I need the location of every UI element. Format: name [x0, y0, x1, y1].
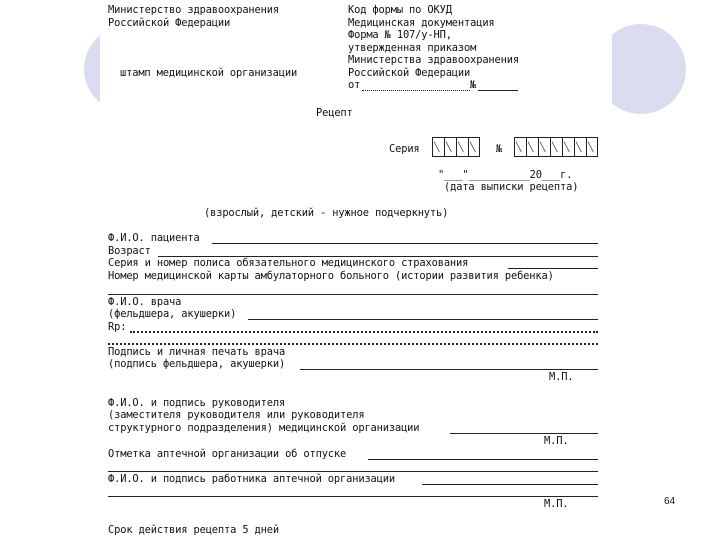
ministry-line2: Российской Федерации — [108, 17, 231, 29]
med-card-line — [108, 294, 598, 295]
pharmacy-worker-label: Ф.И.О. и подпись работника аптечной организации — [108, 473, 395, 485]
number-boxes — [514, 137, 598, 157]
ministry-line1: Министерство здравоохранения — [108, 4, 279, 16]
patient-name-line — [212, 243, 598, 244]
slide-number: 64 — [664, 496, 676, 507]
series-label: Серия — [389, 143, 420, 155]
rp-label: Rp: — [108, 321, 127, 333]
stamp-label: штамп медицинской организации — [120, 67, 298, 79]
federation-ref: Российской Федерации — [348, 67, 471, 79]
med-doc-label: Медицинская документация — [348, 17, 495, 29]
pharmacy-mark-line-2 — [108, 471, 598, 472]
order-number-label: № — [470, 79, 477, 91]
med-card-label: Номер медицинской карты амбулаторного больного (истории развития ребенка) — [108, 270, 554, 282]
series-box — [456, 137, 468, 157]
pharmacy-worker-line-2 — [108, 496, 598, 497]
head-signature-line — [450, 433, 598, 434]
validity-note: Срок действия рецепта 5 дней — [108, 524, 279, 536]
number-box — [586, 137, 598, 157]
okud-code-label: Код формы по ОКУД — [348, 4, 452, 16]
prescription-form — [100, 0, 612, 540]
head-signature-line3: структурного подразделения) медицинской организации — [108, 422, 420, 434]
policy-label: Серия и номер полиса обязательного медицинского страхования — [108, 257, 469, 269]
number-label: № — [496, 143, 503, 155]
doctor-signature-line — [300, 369, 598, 370]
order-date-line — [362, 90, 470, 91]
rp-dotted-line-2 — [108, 343, 598, 345]
stamp-place-2: М.П. — [544, 435, 569, 447]
stamp-place-3: М.П. — [544, 498, 569, 510]
number-box — [538, 137, 550, 157]
order-number-line — [478, 90, 518, 91]
form-title: Рецепт — [316, 107, 353, 119]
doctor-name-label: Ф.И.О. врача — [108, 296, 182, 308]
doctor-signature-sub: (подпись фельдшера, акушерки) — [108, 358, 286, 370]
pharmacy-mark-line-1 — [368, 459, 598, 460]
doctor-signature-label: Подпись и личная печать врача — [108, 346, 286, 358]
pharmacy-mark-label: Отметка аптечной организации об отпуске — [108, 448, 347, 460]
number-box — [562, 137, 574, 157]
number-box — [514, 137, 526, 157]
pharmacy-worker-line-1 — [422, 484, 598, 485]
stamp-place-1: М.П. — [549, 371, 574, 383]
number-box — [526, 137, 538, 157]
doctor-name-sub: (фельдшера, акушерки) — [108, 308, 237, 320]
series-box — [444, 137, 456, 157]
patient-name-label: Ф.И.О. пациента — [108, 232, 200, 244]
age-group-note: (взрослый, детский - нужное подчеркнуть) — [204, 207, 449, 219]
age-label: Возраст — [108, 245, 151, 257]
form-number: Форма № 107/у-НП, — [348, 29, 452, 41]
series-boxes — [432, 137, 480, 157]
head-signature-line2: (заместителя руководителя или руководителя — [108, 409, 365, 421]
ministry-ref: Министерства здравоохранения — [348, 54, 519, 66]
issue-date-line: "___"__________20___г. — [438, 169, 573, 181]
rp-dotted-line-1 — [130, 331, 598, 333]
number-box — [550, 137, 562, 157]
order-date-label: от — [348, 79, 361, 91]
doctor-name-line — [248, 319, 598, 320]
series-box — [468, 137, 480, 157]
series-box — [432, 137, 444, 157]
issue-date-caption: (дата выписки рецепта) — [444, 181, 579, 193]
approved-by: утвержденная приказом — [348, 42, 477, 54]
head-signature-line1: Ф.И.О. и подпись руководителя — [108, 397, 286, 409]
number-box — [574, 137, 586, 157]
policy-line — [508, 268, 598, 269]
